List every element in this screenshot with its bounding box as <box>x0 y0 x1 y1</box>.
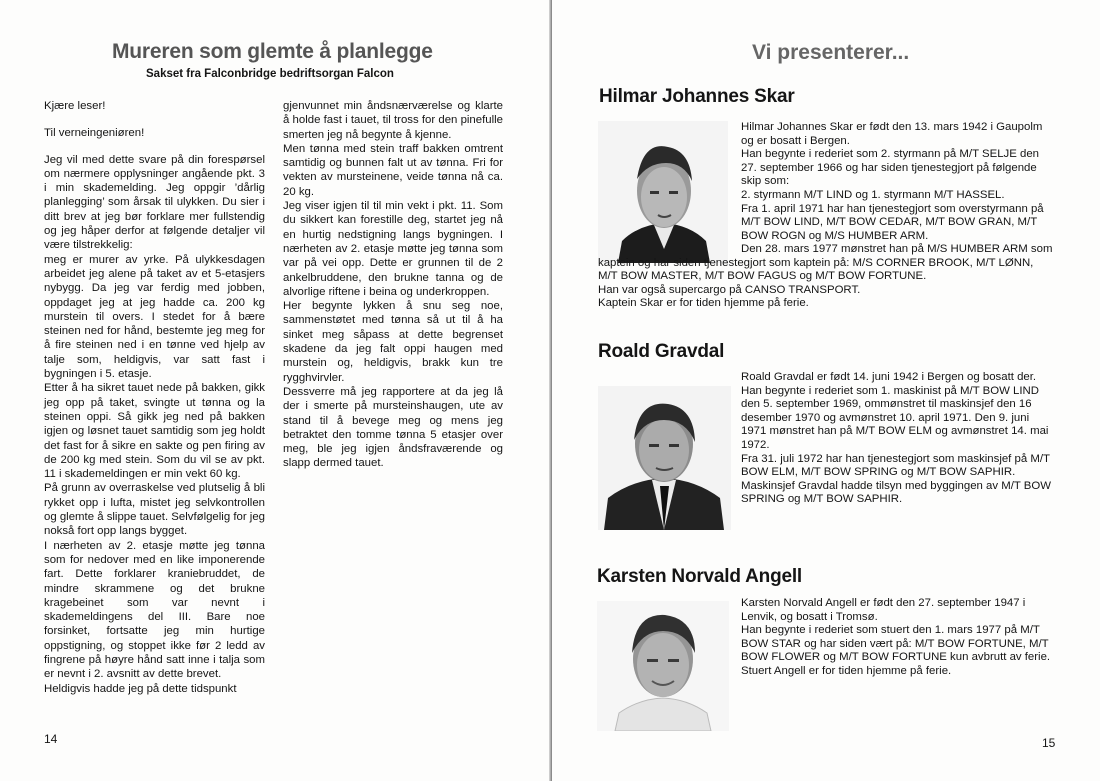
page-number-right: 15 <box>1042 736 1056 750</box>
page-number-left: 14 <box>44 732 58 746</box>
paragraph: Dessverre må jeg rapportere at da jeg lå der i smerte på mursteinshaugen, ute av stand til å bevege meg og mens jeg betraktet den tomme tønna 5 etasjer over meg, ble jeg igjen åndsfraværende og slapp dermed tauet. <box>283 385 503 470</box>
portrait-photo-skar <box>598 121 728 263</box>
section-title: Vi presenterer... <box>752 41 910 64</box>
bio-paragraph: Han begynte i rederiet som 2. styrmann på M/T SELJE den 27. september 1966 og har siden tjenestegjort på følgende skip som: <box>741 148 1039 188</box>
paragraph: Til verneingeniøren! <box>44 126 145 139</box>
paragraph: Heldigvis hadde jeg på dette tidspunkt <box>44 682 237 695</box>
portrait-angell-icon <box>597 601 729 731</box>
paragraph: I nærheten av 2. etasje møtte jeg tønna som for nedover med en like imponerende fart. Dette forklarer kraniebruddet, de mindre skrammene og det brukne kragebeinet som var nevnt i skademeldingens del III. Bare noe forsinket, fortsatte jeg min hurtige oppstigning, og stoppet ikke før 2 ledd av fingrene på høyre hånd satt inne i talja som er nevnt i 2. avsnitt av dette brevet. <box>44 539 265 681</box>
paragraph: gjenvunnet min åndsnærværelse og klarte å holde fast i tauet, til tross for den pinefulle smerten jeg nå begynte å kjenne. <box>283 100 503 141</box>
bio-paragraph: Maskinsjef Gravdal hadde tilsyn med byggingen av M/T BOW SPRING og M/T BOW SAPHIR. <box>741 479 1052 506</box>
paragraph: Kjære leser! <box>44 100 106 112</box>
article-title: Mureren som glemte å planlegge <box>112 40 433 63</box>
person-name-gravdal: Roald Gravdal <box>598 341 725 362</box>
paragraph: Jeg viser igjen til til min vekt i pkt. 11. Som du sikkert kan forestille deg, startet jeg nå en hurtig nedstigning langs bygningen. I nærheten av 2. etasje møtte jeg tønna som var på vei opp. Dette er grunnen til de 2 ankelbruddene, den brukne tanna og de alvorlige riftene i beina og underkroppen. <box>283 200 503 298</box>
paragraph: Etter å ha sikret tauet nede på bakken, gikk jeg opp på taket, svingte ut tønna og la steinen oppi. Så gikk jeg ned på bakken igjen og løsnet tauet samtidig som jeg holdt det fast for å sikre en sakte og pen firing av de 200 kg med stein. Som du vil se av pkt. 11 i skademeldingen er min vekt 60 kg. <box>44 382 265 481</box>
article-column-2 <box>283 99 503 471</box>
bio-skar-top <box>741 121 1054 243</box>
bio-paragraph: Han var også supercargo på CANSO TRANSPORT. <box>598 283 861 296</box>
bio-gravdal <box>741 371 1054 507</box>
bio-paragraph: Roald Gravdal er født 14. juni 1942 i Bergen og bosatt der. <box>741 371 1037 383</box>
bio-paragraph: Han begynte i rederiet som 1. maskinist på M/T BOW LIND den 5. september 1969, ommønstret til maskinsjef den 16 desember 1970 og avmønstret 10. april 1971. Den 9. juni 1971 mønstret han på M/T BOW ELM og avmønstret 14. mai 1972. <box>741 384 1049 451</box>
bio-paragraph: Fra 1. april 1971 har han tjenestegjort som overstyrmann på M/T BOW LIND, M/T BOW CEDAR, M/T BOW GRAN, M/T BOW ROGN og M/S HUMBER ARM. <box>741 202 1044 242</box>
bio-paragraph: Hilmar Johannes Skar er født den 13. mars 1942 i Gaupolm og er bosatt i Bergen. <box>741 121 1043 147</box>
paragraph: Her begynte lykken å snu seg noe, sammenstøtet med tønna så ut til å ha sinket meg såpass at dette begrenset skadene da jeg falt oppi haugen med murstein og, heldigvis, brakk kun tre rygghvirvler. <box>283 300 503 384</box>
portrait-skar-icon <box>598 121 728 263</box>
bio-paragraph: Han begynte i rederiet som stuert den 1. mars 1977 på M/T BOW STAR og har siden vært på: M/T BOW FORTUNE, M/T BOW FLOWER og M/T BOW FORTUNE kun avbrutt av ferie. <box>741 624 1051 664</box>
portrait-photo-gravdal <box>598 386 731 530</box>
bio-angell <box>741 597 1054 679</box>
bio-skar-bottom <box>598 243 1054 311</box>
paragraph: meg er murer av yrke. På ulykkesdagen arbeidet jeg alene på taket av et 5-etasjers nybygg. Da jeg var ferdig med jobben, oppdaget jeg at jeg hadde ca. 200 kg murstein til overs. I stedet for å bære steinen ned for hånd, bestemte jeg meg for å fire steinen ned i en tønne ved hjelp av talje som, heldigvis, var satt fast i bygningen i 5. etasje. <box>44 253 265 381</box>
person-name-skar: Hilmar Johannes Skar <box>599 86 795 107</box>
bio-paragraph: Kaptein Skar er for tiden hjemme på ferie. <box>598 297 809 310</box>
bio-paragraph: Stuert Angell er for tiden hjemme på ferie. <box>741 664 952 677</box>
bio-paragraph: Fra 31. juli 1972 har han tjenestegjort som maskinsjef på M/T BOW ELM, M/T BOW SPRING og M/T BOW SAPHIR. <box>741 452 1050 479</box>
portrait-photo-angell <box>597 601 729 731</box>
article-column-1 <box>44 99 265 696</box>
paragraph: På grunn av overraskelse ved plutselig å bli rykket opp i lufta, mistet jeg selvkontrollen og glemte å slippe tauet. Selvfølgelig for jeg nokså fort opp langs bygget. <box>44 482 265 538</box>
article-subtitle: Sakset fra Falconbridge bedriftsorgan Falcon <box>146 68 394 80</box>
portrait-gravdal-icon <box>598 386 731 530</box>
paragraph: Men tønna med stein traff bakken omtrent samtidig og bunnen falt ut av tønna. Fri for vekten av mursteinene, veide tønna nå ca. 20 kg. <box>283 142 503 198</box>
paragraph: Jeg vil med dette svare på din forespørsel om nærmere opplysninger angående pkt. 3 i min skademelding. Jeg oppgir ’dårlig planlegging’ som årsak til ulykken. Du sier i ditt brev at jeg bør forklare mer fullstendig og jeg håper derfor at følgende detaljer vil være tilstrekkelig: <box>44 153 265 252</box>
bio-paragraph: 2. styrmann M/T LIND og 1. styrmann M/T HASSEL. <box>741 188 1005 201</box>
bio-paragraph: Den 28. mars 1977 mønstret han på M/S HUMBER ARM som kaptein og har siden tjenestegjort som kaptein på: M/S CORNER BROOK, M/T LØNN, M/T BOW MASTER, M/T BOW FAGUS og M/T BOW FORTUNE. <box>598 243 1053 283</box>
bio-paragraph: Karsten Norvald Angell er født den 27. september 1947 i Lenvik, og bosatt i Tromsø. <box>741 597 1026 623</box>
person-name-angell: Karsten Norvald Angell <box>597 566 802 587</box>
right-page <box>552 0 1100 781</box>
